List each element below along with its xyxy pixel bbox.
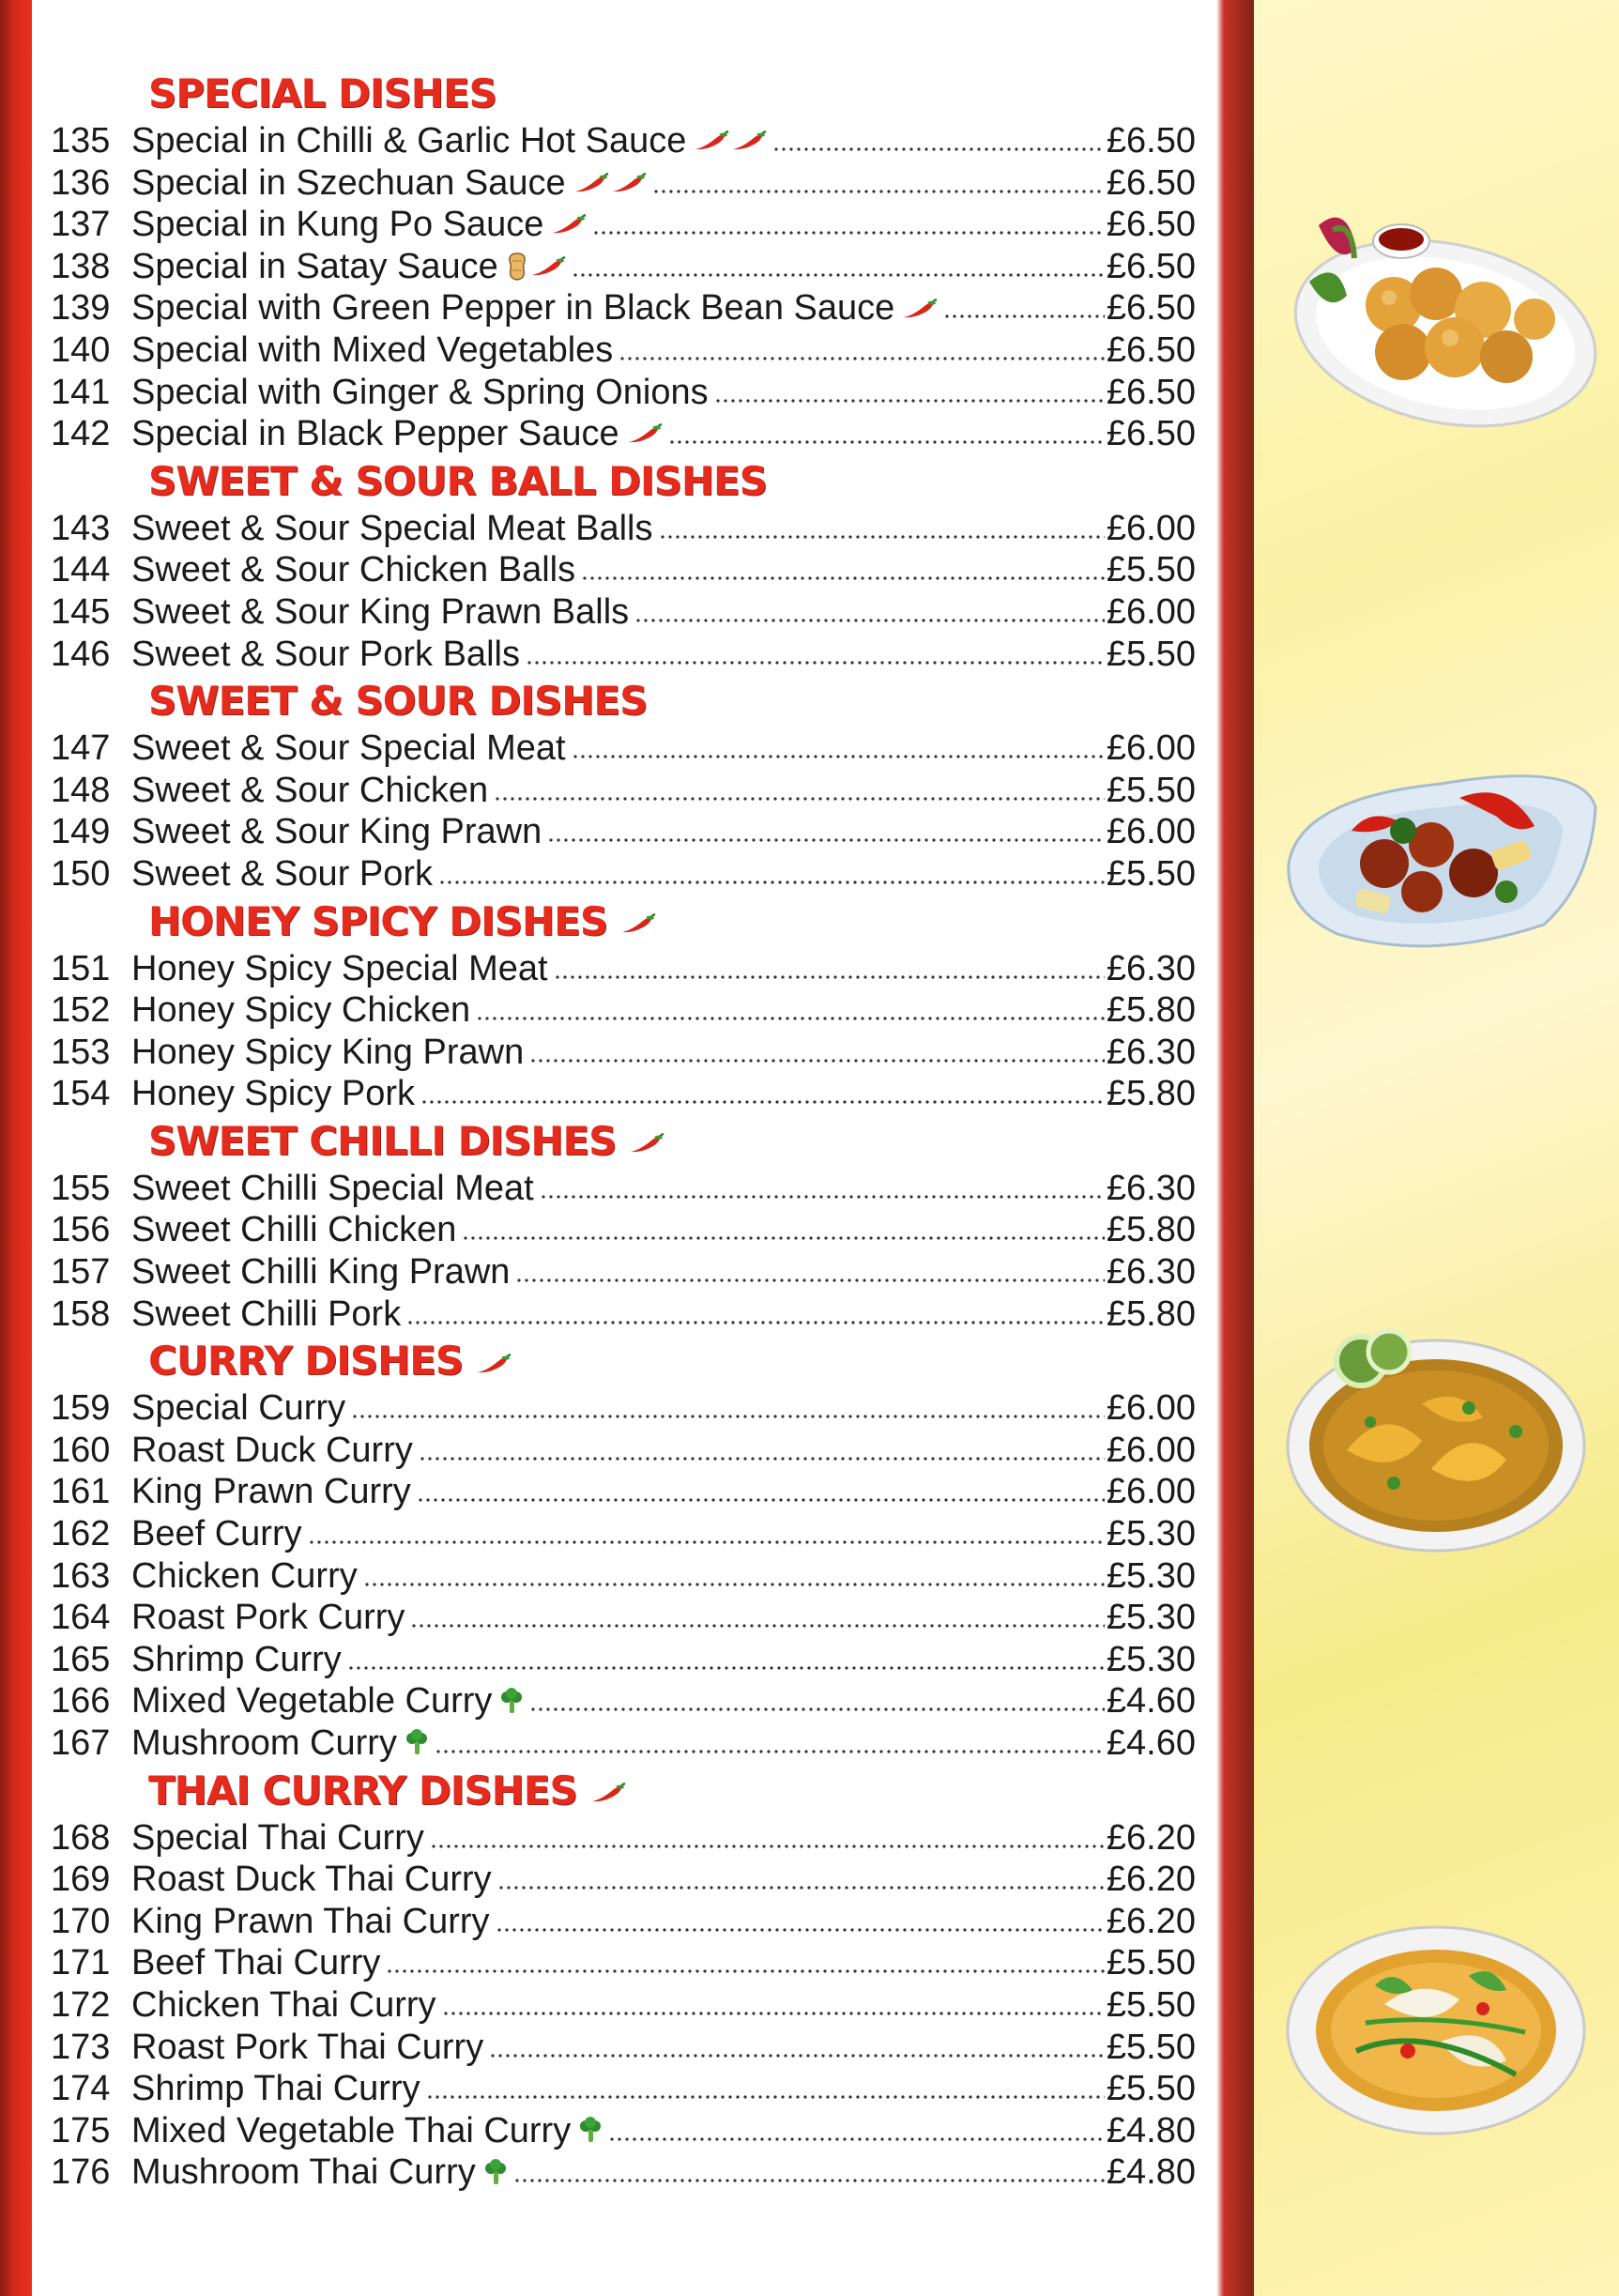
item-name: Sweet & Sour Special Meat <box>131 728 566 769</box>
dot-leader <box>410 1619 1105 1629</box>
item-price: £6.00 <box>1106 1388 1196 1429</box>
item-number: 169 <box>51 1860 111 1900</box>
chilli-icon <box>476 1354 512 1374</box>
broccoli-icon <box>499 1688 524 1716</box>
menu-item <box>38 1555 1203 1598</box>
dot-leader <box>386 1965 1105 1974</box>
item-number: 164 <box>51 1598 111 1638</box>
item-name: Roast Pork Curry <box>131 1598 405 1638</box>
menu-item <box>38 1817 1203 1860</box>
item-name: Special with Ginger & Spring Onions <box>131 372 709 412</box>
item-icons <box>405 1729 429 1757</box>
item-number: 148 <box>51 770 111 810</box>
item-number: 140 <box>51 329 111 370</box>
item-icons <box>902 298 938 319</box>
item-name: Chicken Curry <box>131 1555 358 1596</box>
dot-leader <box>529 1703 1104 1712</box>
item-price: £5.50 <box>1106 770 1196 810</box>
item-icons <box>483 2159 508 2187</box>
item-price: £6.20 <box>1106 1901 1196 1941</box>
item-price: £6.30 <box>1106 1252 1196 1293</box>
item-name: Special in Black Pepper Sauce <box>131 414 619 454</box>
item-price: £6.50 <box>1106 162 1196 203</box>
item-name: Shrimp Curry <box>131 1639 342 1679</box>
item-icons <box>506 252 566 282</box>
item-number: 143 <box>51 508 111 548</box>
dot-leader <box>714 394 1105 404</box>
chilli-icon <box>573 173 609 193</box>
item-number: 163 <box>51 1555 111 1596</box>
item-name: Beef Thai Curry <box>131 1943 381 1983</box>
item-number: 149 <box>51 812 111 852</box>
section-title <box>148 455 1203 508</box>
menu-item <box>38 1387 1203 1430</box>
menu-item <box>38 1471 1203 1513</box>
item-name: King Prawn Curry <box>131 1472 411 1512</box>
item-number: 162 <box>51 1514 111 1554</box>
item-number: 141 <box>51 372 111 412</box>
dot-leader <box>772 143 1105 152</box>
item-name: Sweet & Sour King Prawn Balls <box>131 591 630 632</box>
item-number: 168 <box>51 1817 111 1858</box>
menu-item <box>38 948 1203 990</box>
dot-leader <box>526 656 1105 666</box>
menu-item <box>38 1680 1203 1722</box>
item-price: £6.30 <box>1106 1032 1196 1072</box>
item-price: £6.30 <box>1106 1168 1196 1208</box>
item-number: 138 <box>51 246 111 286</box>
menu-item <box>38 204 1203 246</box>
item-price: £5.30 <box>1106 1639 1196 1679</box>
section-title-text: SWEET & SOUR DISHES <box>148 678 648 725</box>
menu-item <box>38 1984 1203 2027</box>
section-title-text: HONEY SPICY DISHES <box>148 897 608 944</box>
item-number: 159 <box>51 1388 111 1429</box>
section-title-text: SWEET CHILLI DISHES <box>148 1117 617 1164</box>
item-number: 139 <box>51 288 111 329</box>
item-number: 173 <box>51 2027 111 2067</box>
dot-leader <box>419 1452 1105 1462</box>
item-number: 154 <box>51 1074 111 1114</box>
chilli-icon <box>731 130 767 151</box>
menu-item <box>38 1722 1203 1765</box>
item-name: Honey Spicy Pork <box>131 1074 416 1114</box>
menu-item <box>38 549 1203 591</box>
dot-leader <box>462 1232 1105 1241</box>
item-price: £4.60 <box>1106 1723 1196 1763</box>
item-name: Special in Satay Sauce <box>131 246 498 286</box>
section-title <box>148 1335 1203 1387</box>
section-title <box>148 675 1203 727</box>
item-number: 147 <box>51 728 111 769</box>
item-name: Roast Duck Curry <box>131 1430 413 1470</box>
section-title-text: SPECIAL DISHES <box>148 70 496 116</box>
item-name: Sweet & Sour Special Meat Balls <box>131 508 653 548</box>
menu-item <box>38 770 1203 812</box>
menu-item <box>38 1942 1203 1984</box>
item-price: £5.50 <box>1106 853 1196 894</box>
chilli-icon <box>551 214 587 235</box>
dot-leader <box>592 226 1104 236</box>
dot-leader <box>489 2049 1105 2059</box>
left-red-border <box>0 0 32 2296</box>
menu-item <box>38 413 1203 455</box>
item-icons <box>578 2117 603 2145</box>
broccoli-icon <box>578 2117 603 2145</box>
menu-item <box>38 1901 1203 1943</box>
item-name: Sweet Chilli Special Meat <box>131 1168 534 1208</box>
item-name: Special in Szechuan Sauce <box>131 162 566 203</box>
menu-item <box>38 853 1203 895</box>
item-number: 136 <box>51 162 111 203</box>
item-price: £5.50 <box>1106 2027 1196 2067</box>
dot-leader <box>363 1578 1105 1587</box>
dot-leader <box>652 185 1105 194</box>
section-title-text: CURRY DISHES <box>148 1338 464 1385</box>
dot-leader <box>494 792 1105 802</box>
dot-leader <box>634 614 1105 623</box>
menu-item <box>38 329 1203 372</box>
item-number: 135 <box>51 121 111 161</box>
item-name: Special with Mixed Vegetables <box>131 329 614 370</box>
dot-leader <box>513 2174 1105 2183</box>
item-number: 174 <box>51 2069 111 2109</box>
item-price: £5.30 <box>1106 1598 1196 1638</box>
item-name: Honey Spicy King Prawn <box>131 1032 525 1072</box>
item-name: Sweet & Sour Chicken Balls <box>131 550 576 590</box>
chilli-icon <box>611 173 647 193</box>
menu-item <box>38 2151 1203 2194</box>
dot-leader <box>572 268 1105 278</box>
item-name: Special in Chilli & Garlic Hot Sauce <box>131 121 687 161</box>
item-number: 146 <box>51 634 111 674</box>
item-number: 171 <box>51 1943 111 1983</box>
item-price: £6.50 <box>1106 121 1196 161</box>
menu-item <box>38 1251 1203 1293</box>
dot-leader <box>496 1923 1105 1933</box>
item-name: Shrimp Thai Curry <box>131 2069 420 2109</box>
item-icons <box>694 130 767 151</box>
item-price: £6.00 <box>1106 591 1196 632</box>
item-price: £4.80 <box>1106 2110 1196 2151</box>
section-title <box>148 1115 1203 1168</box>
menu-item <box>38 1168 1203 1210</box>
dot-leader <box>430 1840 1105 1849</box>
item-price: £6.30 <box>1106 948 1196 988</box>
item-price: £5.50 <box>1106 1943 1196 1983</box>
item-number: 167 <box>51 1723 111 1763</box>
menu-item <box>38 372 1203 414</box>
item-price: £5.80 <box>1106 1293 1196 1334</box>
item-number: 137 <box>51 205 111 245</box>
item-name: Sweet Chilli Pork <box>131 1293 402 1334</box>
item-price: £5.50 <box>1106 2069 1196 2109</box>
item-number: 170 <box>51 1901 111 1941</box>
dot-leader <box>540 1190 1105 1200</box>
chilli-icon <box>627 423 663 444</box>
menu-item <box>38 1639 1203 1681</box>
menu-item <box>38 591 1203 634</box>
dot-leader <box>668 436 1105 445</box>
menu-item <box>38 1073 1203 1115</box>
item-price: £6.00 <box>1106 1430 1196 1470</box>
item-name: Chicken Thai Curry <box>131 1984 436 2025</box>
item-number: 145 <box>51 591 111 632</box>
item-number: 175 <box>51 2110 111 2151</box>
item-name: Honey Spicy Special Meat <box>131 948 548 988</box>
dot-leader <box>417 1493 1105 1503</box>
section-title-text: SWEET & SOUR BALL DISHES <box>148 457 767 504</box>
item-icons <box>499 1688 524 1716</box>
chilli-icon <box>902 298 938 319</box>
item-icons <box>551 214 587 235</box>
item-icons <box>627 423 663 444</box>
menu-item <box>38 1209 1203 1251</box>
dot-leader <box>438 876 1105 885</box>
menu-item <box>38 727 1203 770</box>
chilli-icon <box>530 256 566 277</box>
item-price: £5.80 <box>1106 990 1196 1031</box>
item-name: Mushroom Thai Curry <box>131 2152 476 2193</box>
item-price: £6.00 <box>1106 728 1196 769</box>
dot-leader <box>406 1316 1105 1325</box>
item-number: 166 <box>51 1681 111 1722</box>
item-price: £6.50 <box>1106 329 1196 370</box>
item-name: Mushroom Curry <box>131 1723 397 1763</box>
item-number: 172 <box>51 1984 111 2025</box>
item-name: Sweet & Sour King Prawn <box>131 812 542 852</box>
item-price: £6.50 <box>1106 205 1196 245</box>
dot-leader <box>351 1410 1105 1419</box>
item-name: Honey Spicy Chicken <box>131 990 471 1031</box>
item-price: £6.20 <box>1106 1817 1196 1858</box>
menu-item <box>38 1597 1203 1639</box>
item-name: Sweet & Sour Pork <box>131 853 434 894</box>
item-number: 151 <box>51 948 111 988</box>
item-number: 165 <box>51 1639 111 1679</box>
section-title <box>148 895 1203 948</box>
section-title-text: THAI CURRY DISHES <box>148 1767 577 1814</box>
dot-leader <box>497 1881 1105 1890</box>
item-name: Roast Pork Thai Curry <box>131 2027 484 2067</box>
item-name: Special Thai Curry <box>131 1817 424 1858</box>
dot-leader <box>608 2133 1105 2142</box>
item-name: Sweet & Sour Pork Balls <box>131 634 520 674</box>
dot-leader <box>476 1012 1105 1021</box>
dot-leader <box>426 2090 1105 2100</box>
item-price: £6.20 <box>1106 1860 1196 1900</box>
item-name: Special with Green Pepper in Black Bean Sauce <box>131 288 895 329</box>
menu-item <box>38 634 1203 676</box>
thai-curry-dish-photo <box>1281 1910 1591 2145</box>
menu-item <box>38 1430 1203 1472</box>
item-number: 142 <box>51 414 111 454</box>
dot-leader <box>619 352 1105 361</box>
menu-item <box>38 811 1203 853</box>
item-price: £6.00 <box>1106 812 1196 852</box>
menu-item <box>38 1032 1203 1074</box>
item-number: 156 <box>51 1210 111 1250</box>
item-price: £5.80 <box>1106 1210 1196 1250</box>
menu-item <box>38 1293 1203 1336</box>
item-price: £5.30 <box>1106 1555 1196 1596</box>
dot-leader <box>308 1536 1105 1545</box>
menu-list <box>38 68 1203 2194</box>
section-title <box>148 1765 1203 1817</box>
item-icons <box>573 173 647 193</box>
item-name: Special in Kung Po Sauce <box>131 205 544 245</box>
item-price: £6.50 <box>1106 246 1196 286</box>
item-price: £5.30 <box>1106 1514 1196 1554</box>
item-name: King Prawn Thai Curry <box>131 1901 490 1941</box>
item-number: 153 <box>51 1032 111 1072</box>
chilli-icon <box>694 130 729 151</box>
right-red-border <box>1216 0 1254 2296</box>
item-number: 176 <box>51 2152 111 2193</box>
item-price: £4.60 <box>1106 1681 1196 1722</box>
menu-item <box>38 246 1203 288</box>
broccoli-icon <box>405 1729 429 1757</box>
item-name: Sweet Chilli Chicken <box>131 1210 457 1250</box>
item-name: Roast Duck Thai Curry <box>131 1860 492 1900</box>
item-number: 150 <box>51 853 111 894</box>
menu-item <box>38 2027 1203 2069</box>
dot-leader <box>554 971 1105 980</box>
dot-leader <box>547 834 1105 843</box>
curry-dish-photo <box>1281 1319 1591 1563</box>
dot-leader <box>943 310 1105 319</box>
menu-item <box>38 162 1203 205</box>
dot-leader <box>572 750 1105 759</box>
item-price: £5.80 <box>1106 1074 1196 1114</box>
item-number: 160 <box>51 1430 111 1470</box>
menu-item <box>38 1859 1203 1901</box>
dot-leader <box>420 1095 1105 1105</box>
item-number: 144 <box>51 550 111 590</box>
item-number: 152 <box>51 990 111 1031</box>
menu-item <box>38 2110 1203 2152</box>
dot-leader <box>529 1054 1105 1064</box>
menu-item <box>38 287 1203 329</box>
item-name: Sweet Chilli King Prawn <box>131 1252 511 1293</box>
dot-leader <box>347 1661 1105 1671</box>
chilli-icon <box>620 913 656 934</box>
broccoli-icon <box>483 2159 508 2187</box>
item-number: 157 <box>51 1252 111 1293</box>
item-name: Sweet & Sour Chicken <box>131 770 489 810</box>
dot-leader <box>659 530 1105 540</box>
item-number: 155 <box>51 1168 111 1208</box>
item-name: Beef Curry <box>131 1514 302 1554</box>
item-price: £5.50 <box>1106 1984 1196 2025</box>
item-number: 158 <box>51 1293 111 1334</box>
dot-leader <box>435 1745 1105 1754</box>
item-price: £5.50 <box>1106 634 1196 674</box>
item-price: £4.80 <box>1106 2152 1196 2193</box>
item-price: £6.00 <box>1106 508 1196 548</box>
item-number: 161 <box>51 1472 111 1512</box>
menu-item <box>38 2068 1203 2110</box>
item-name: Mixed Vegetable Thai Curry <box>131 2110 572 2151</box>
menu-item <box>38 1513 1203 1555</box>
dot-leader <box>515 1274 1105 1283</box>
item-price: £5.50 <box>1106 550 1196 590</box>
item-price: £6.50 <box>1106 414 1196 454</box>
chilli-icon <box>629 1133 664 1154</box>
dot-leader <box>442 2007 1105 2016</box>
item-price: £6.00 <box>1106 1472 1196 1512</box>
item-name: Mixed Vegetable Curry <box>131 1681 493 1722</box>
dot-leader <box>581 572 1105 581</box>
peanut-icon <box>506 252 528 282</box>
sweet-sour-balls-photo <box>1281 192 1600 436</box>
menu-item <box>38 120 1203 162</box>
menu-item <box>38 508 1203 550</box>
item-name: Special Curry <box>131 1388 346 1429</box>
menu-item <box>38 989 1203 1032</box>
section-title <box>148 68 1203 120</box>
item-price: £6.50 <box>1106 372 1196 412</box>
item-price: £6.50 <box>1106 288 1196 329</box>
sweet-sour-dish-photo <box>1281 742 1600 957</box>
chilli-icon <box>590 1783 626 1803</box>
